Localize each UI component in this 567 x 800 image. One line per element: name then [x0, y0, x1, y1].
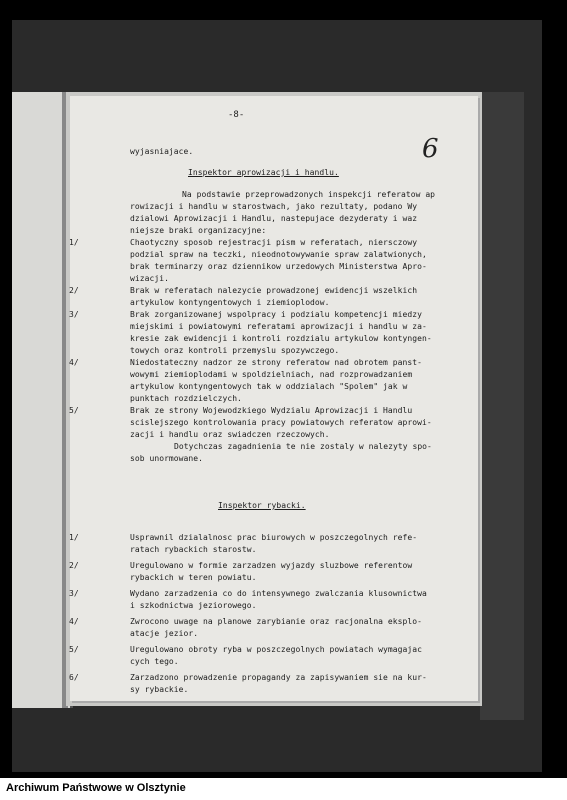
list-item-line: Chaotyczny sposob rejestracji pism w referatach, niersczowy [130, 238, 418, 247]
left-folder-page [12, 92, 73, 708]
list-number: 3/ [69, 589, 79, 598]
list-number: 2/ [69, 286, 79, 295]
list-item-line: Zwrocono uwage na planowe zarybianie oraz racjonalna eksplo- [130, 617, 422, 626]
list-item-line: towych oraz kontroli przemyslu spozywczego. [130, 346, 340, 355]
closing-line: sob unormowane. [130, 454, 203, 463]
list-number: 5/ [69, 645, 79, 654]
list-item-line: scislejszego kontrolowania pracy powiatowych referatow aprowi- [130, 418, 432, 427]
page-number: -8- [228, 110, 245, 120]
list-item-line: punktach rozdzielczych. [130, 394, 242, 403]
list-item-line: Brak zorganizowanej wspolpracy i podzialu kompetencji miedzy [130, 310, 422, 319]
list-item-line: Uregulowano w formie zarzadzen wyjazdy sluzbowe referentow [130, 561, 413, 570]
list-number: 1/ [69, 533, 79, 542]
list-number: 4/ [69, 358, 79, 367]
list-number: 6/ [69, 673, 79, 682]
paragraph-line: rowizacji i handlu w starostwach, jako rezultaty, podano Wy [130, 202, 418, 211]
list-number: 4/ [69, 617, 79, 626]
binder-cover [480, 92, 524, 720]
list-number: 1/ [69, 238, 79, 247]
list-item-line: cych tego. [130, 657, 179, 666]
list-item-line: atacje jezior. [130, 629, 199, 638]
list-item-line: brak terminarzy oraz dziennikow urzedowych Ministerstwa Apro- [130, 262, 427, 271]
archive-footer [0, 778, 567, 800]
list-item-line: Brak w referatach nalezycie prowadzonej ewidencji wszelkich [130, 286, 418, 295]
paragraph-line: Na podstawie przeprowadzonych inspekcji referatow ap [182, 190, 436, 199]
list-item-line: artykulow kontyngentowych tak w oddzialach "Spolem" jak w [130, 382, 408, 391]
section-heading: Inspektor rybacki. [218, 501, 306, 510]
list-item-line: zacji i handlu oraz swiadczen rzeczowych. [130, 430, 330, 439]
list-item-line: Usprawnil dzialalnosc prac biurowych w poszczegolnych refe- [130, 533, 418, 542]
list-item-line: Brak ze strony Wojewodzkiego Wydzialu Aprowizacji i Handlu [130, 406, 413, 415]
paragraph-line: dzialowi Aprowizacji i Handlu, nastepujace dezyderaty i waz [130, 214, 418, 223]
list-item-line: Niedostateczny nadzor ze strony referatow nad obrotem panst- [130, 358, 422, 367]
list-number: 3/ [69, 310, 79, 319]
closing-line: Dotychczas zagadnienia te nie zostaly w nalezyty spo- [174, 442, 432, 451]
list-item-line: wizacji. [130, 274, 169, 283]
intro-line: wyjasniajace. [130, 147, 194, 156]
list-item-line: i szkodnictwa jeziorowego. [130, 601, 257, 610]
list-item-line: artykulow kontyngentowych i ziemioplodow. [130, 298, 330, 307]
list-item-line: sy rybackie. [130, 685, 189, 694]
list-item-line: Wydano zarzadzenia co do intensywnego zwalczania klusownictwa [130, 589, 427, 598]
list-item-line: Zarzadzono prowadzenie propagandy za zapisywaniem sie na kur- [130, 673, 427, 682]
list-number: 2/ [69, 561, 79, 570]
document-page [70, 96, 478, 701]
paragraph-line: niejsze braki organizacyjne: [130, 226, 267, 235]
list-item-line: Uregulowano obroty ryba w poszczegolnych powiatach wymagajac [130, 645, 422, 654]
list-item-line: wowymi ziemioplodami w spoldzielniach, nad rozprowadzaniem [130, 370, 413, 379]
section-heading: Inspektor aprowizacji i handlu. [188, 168, 339, 177]
list-item-line: rybackich w teren powiatu. [130, 573, 257, 582]
list-number: 5/ [69, 406, 79, 415]
handwritten-page-number: 6 [422, 134, 439, 164]
list-item-line: ratach rybackich starostw. [130, 545, 257, 554]
archive-name: Archiwum Państwowe w Olsztynie [6, 782, 186, 794]
list-item-line: kresie zak ewidencji i kontroli rozdzialu artykulow kontyngen- [130, 334, 432, 343]
list-item-line: podzial spraw na teczki, nieodnotowywanie spraw zalatwionych, [130, 250, 427, 259]
list-item-line: miejskimi i powiatowymi referatami aprowizacji i handlu w za- [130, 322, 427, 331]
